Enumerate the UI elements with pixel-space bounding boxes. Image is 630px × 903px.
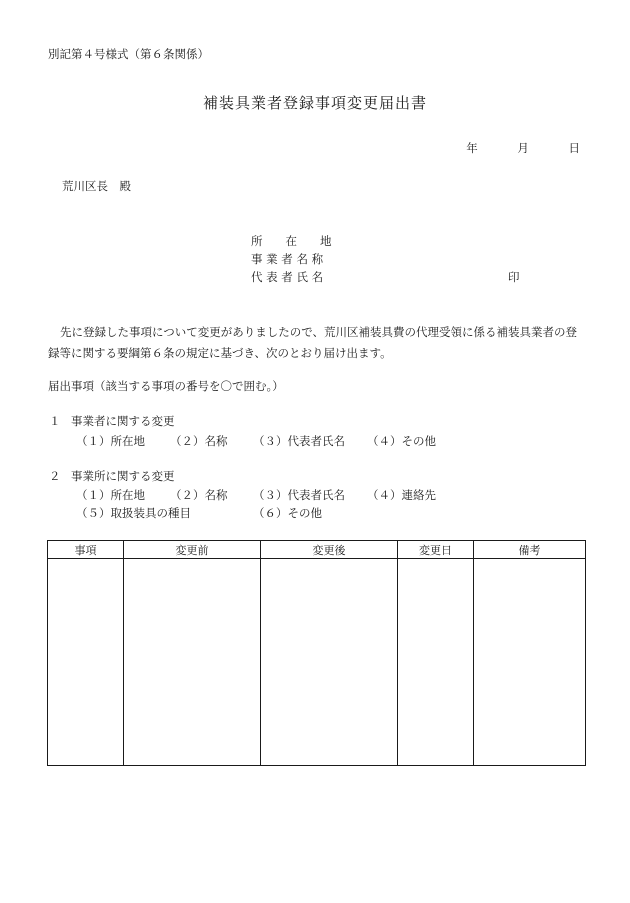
addressee: 荒川区長 殿 [62, 179, 131, 193]
date-month-label: 月 [517, 141, 529, 155]
cell-after[interactable] [261, 559, 398, 766]
option-item: （３）代表者氏名 [253, 434, 345, 448]
option-item: （１）所在地 [76, 488, 145, 502]
notice-heading: 届出事項（該当する事項の番号を〇で囲む。） [48, 379, 284, 393]
option-item: （２）名称 [170, 434, 228, 448]
table-header-row [48, 541, 586, 559]
section-number: ２ [49, 469, 61, 483]
option-item: （４）その他 [367, 434, 436, 448]
option-item: （３）代表者氏名 [253, 488, 345, 502]
section-number: １ [49, 414, 61, 428]
cell-before[interactable] [124, 559, 261, 766]
cell-remarks[interactable] [474, 559, 586, 766]
date-line [466, 140, 580, 156]
cell-change-date[interactable] [398, 559, 474, 766]
applicant-address-label: 所 在 地 [251, 234, 332, 248]
column-header-before: 変更前 [124, 541, 261, 559]
option-item: （６）その他 [253, 506, 322, 520]
column-header-change-date: 変更日 [398, 541, 474, 559]
section-title: 事業者に関する変更 [71, 414, 175, 428]
applicant-business-name-label: 事 業 者 名 称 [251, 252, 324, 266]
column-header-remarks: 備考 [474, 541, 586, 559]
cell-item[interactable] [48, 559, 124, 766]
change-table [47, 540, 586, 766]
page-title: 補装具業者登録事項変更届出書 [202, 94, 427, 112]
seal-mark: 印 [508, 270, 520, 284]
date-year-label: 年 [466, 141, 478, 155]
option-item: （１）所在地 [76, 434, 145, 448]
table-row [48, 559, 586, 766]
section-title: 事業所に関する変更 [71, 469, 175, 483]
option-item: （４）連絡先 [367, 488, 436, 502]
column-header-item: 事項 [48, 541, 124, 559]
option-item: （２）名称 [170, 488, 228, 502]
applicant-representative-label: 代 表 者 氏 名 [251, 270, 324, 284]
section-heading [49, 413, 175, 429]
option-item: （５）取扱装具の種目 [76, 506, 191, 520]
form-number: 別記第４号様式（第６条関係） [48, 47, 209, 61]
column-header-after: 変更後 [261, 541, 398, 559]
body-text: 先に登録した事項について変更がありましたので、荒川区補装具費の代理受領に係る補装具業者の登録等に関する要綱第６条の規定に基づき、次のとおり届け出ます。 [48, 325, 578, 360]
date-day-label: 日 [568, 141, 580, 155]
section-heading [49, 468, 175, 484]
